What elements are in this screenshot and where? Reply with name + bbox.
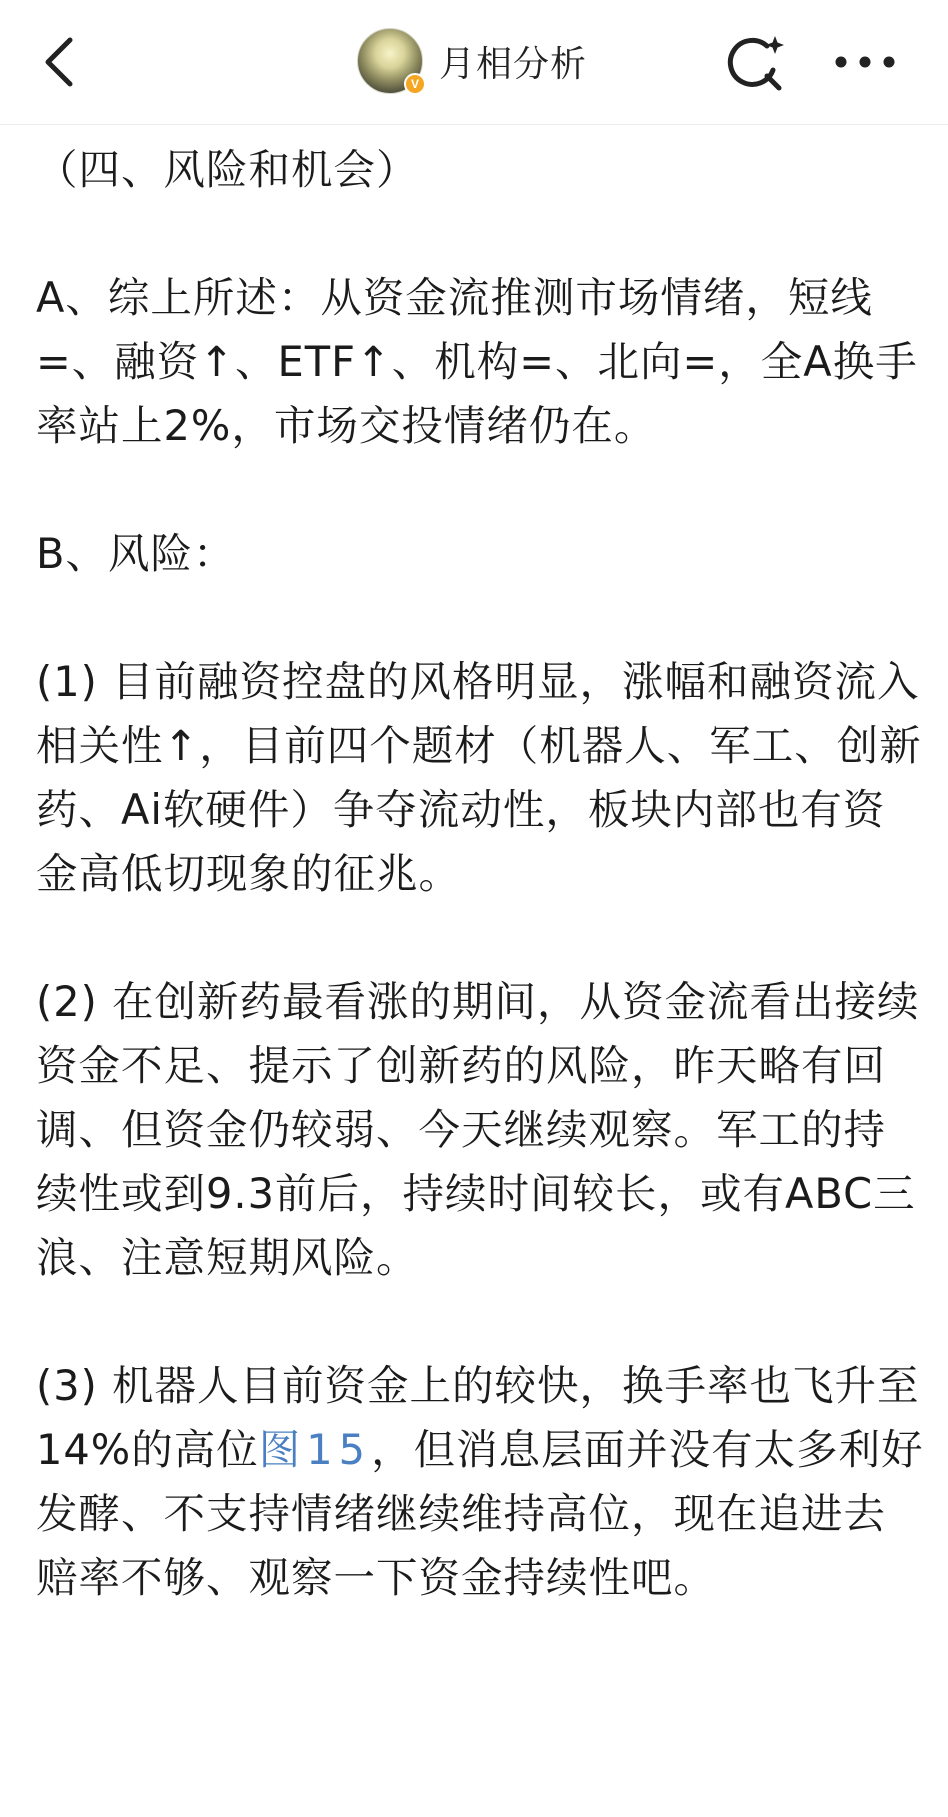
risk-item-2: (2) 在创新药最看涨的期间，从资金流看出接续资金不足、提示了创新药的风险，昨天略有回调、但资金仍较弱、今天继续观察。军工的持续性或到9.3前后，持续时间较长，或有ABC三浪、注意短期风险。: [36, 977, 920, 1282]
risk-heading: B、风险：: [36, 529, 236, 578]
verified-badge: V: [404, 73, 426, 95]
author-info[interactable]: [357, 24, 587, 98]
risk-item-3-text-after: ，但消息层面并没有太多利好发酵、不支持情绪继续维持高位，现在追进去赔率不够、观察一下资金持续性吧。: [36, 1425, 924, 1602]
avatar-container: [357, 28, 423, 94]
more-button[interactable]: [830, 26, 900, 98]
search-button[interactable]: [722, 26, 788, 98]
risk-item-1: (1) 目前融资控盘的风格明显，涨幅和融资流入相关性↑，目前四个题材（机器人、军工、创新药、Ai软硬件）争夺流动性，板块内部也有资金高低切现象的征兆。: [36, 657, 922, 898]
more-horizontal-icon: [834, 54, 896, 70]
top-navigation-bar: [0, 0, 948, 125]
chevron-left-icon: [40, 34, 80, 90]
risk-item-3-text-before: (3) 机器人目前资金上的较快，换手率也飞升至14%的高位: [36, 1361, 920, 1474]
search-sparkle-icon: [723, 30, 787, 94]
summary-paragraph: A、综上所述：从资金流推测市场情绪，短线=、融资↑、ETF↑、机构=、北向=，全A换手率站上2%，市场交投情绪仍在。: [36, 273, 918, 450]
section-title: （四、风险和机会）: [36, 145, 419, 194]
article-body: [36, 138, 926, 1674]
author-name[interactable]: 月相分析: [439, 43, 588, 85]
figure-link[interactable]: 图15: [258, 1425, 372, 1474]
risk-item-3: [36, 1354, 926, 1610]
back-button[interactable]: [30, 22, 90, 102]
